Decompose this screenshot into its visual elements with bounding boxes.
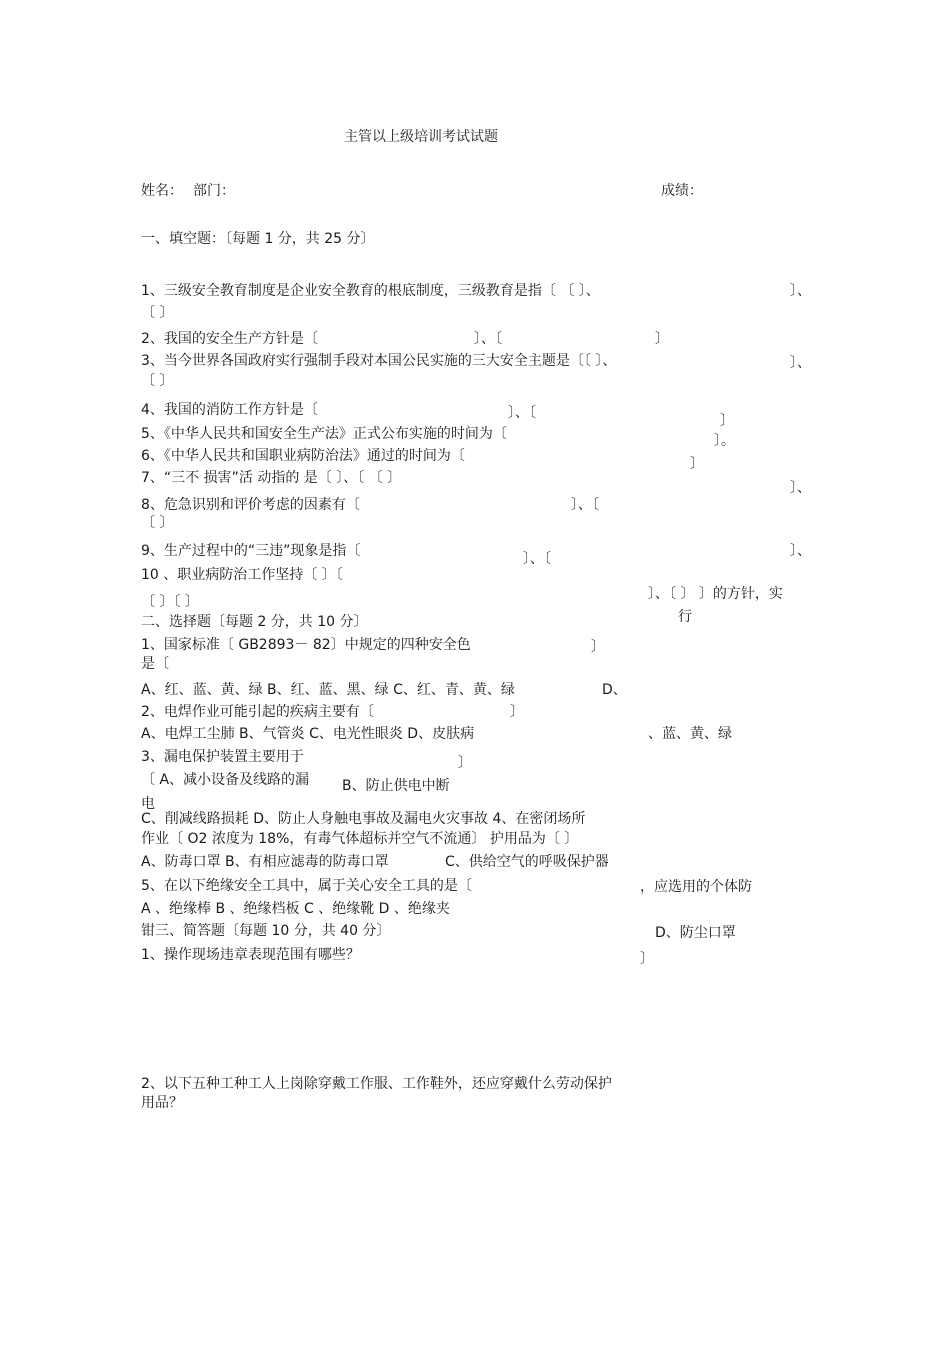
fill-q1: 1、三级安全教育制度是企业安全教育的根底制度，三级教育是指〔 〔 〕、 <box>141 283 600 299</box>
choice-q3-option-b: B、防止供电中断 <box>342 778 450 794</box>
fill-q3-tail: 〕、 <box>790 355 811 371</box>
choice-q4-option-d: D、防尘口罩 <box>655 925 736 941</box>
short-q2: 2、以下五种工种工人上岗除穿戴工作服、工作鞋外，还应穿戴什么劳动保护 <box>141 1076 612 1092</box>
choice-q3-option-a: 〔 A、减小设备及线路的漏 <box>141 772 310 788</box>
choice-q4-options: A、防毒口罩 B、有相应滤毒的防毒口罩 <box>141 854 389 870</box>
choice-q3-bracket: 〕 <box>458 755 472 771</box>
choice-q5: 5、在以下绝缘安全工具中，属于关心安全工具的是〔 <box>141 878 472 894</box>
fill-q2-mid: 〕、〔 <box>474 331 502 347</box>
choice-q1-option-d: D、 <box>602 682 627 698</box>
fill-q4-tail: 〕 <box>720 413 734 429</box>
fill-q8: 8、危急识别和评价考虑的因素有〔 <box>141 497 360 513</box>
fill-q5-tail: 〕。 <box>714 433 735 449</box>
fill-q3: 3、当今世界各国政府实行强制手段对本国公民实施的三大安全主题是〔〔 〕、 <box>141 353 617 369</box>
fill-q9-tail: 〕、 <box>790 543 811 559</box>
section3-heading: 钳三、简答题〔每题 10 分，共 40 分〕 <box>141 923 391 939</box>
choice-q1-option-d-cont: 、蓝、黄、绿 <box>648 726 732 742</box>
choice-q5-bracket: 〕 <box>640 951 654 967</box>
section2-heading: 二、选择题〔每题 2 分，共 10 分〕 <box>141 614 368 630</box>
fill-q10-tail2: 行 <box>678 609 692 625</box>
fill-q9: 9、生产过程中的“三违”现象是指〔 <box>141 543 361 559</box>
fill-q1-tail: 〕、 <box>790 283 811 299</box>
choice-q3: 3、漏电保护装置主要用于 <box>141 749 304 765</box>
fill-q5: 5、《中华人民共和国安全生产法》正式公布实施的时间为〔 <box>141 426 507 442</box>
choice-q5-options: A 、绝缘棒 B 、绝缘档板 C 、绝缘靴 D 、绝缘夹 <box>141 901 450 917</box>
fill-q6-tail: 〕 <box>690 456 704 472</box>
choice-q4: 作业〔 O2 浓度为 18%，有毒气体超标并空气不流通〕 护用品为〔 〕 <box>141 831 579 847</box>
fill-q4: 4、我国的消防工作方针是〔 <box>141 402 318 418</box>
fill-q9-mid: 〕、〔 <box>523 551 551 567</box>
page-title: 主管以上级培训考试试题 <box>344 129 498 145</box>
short-q2-cont: 用品？ <box>141 1095 183 1111</box>
fill-q8-mid: 〕、〔 <box>571 497 599 513</box>
name-label: 姓名： <box>141 183 183 199</box>
fill-q7: 7、“三不 损害”活 动指的 是〔 〕、〔 〔 〕 <box>141 470 402 486</box>
fill-q2: 2、我国的安全生产方针是〔 <box>141 331 318 347</box>
section1-heading: 一、填空题：〔每题 1 分，共 25 分〕 <box>141 231 375 247</box>
fill-q10-cont: 〔 〕〔 〕 <box>141 594 199 610</box>
choice-q2-options: A、电焊工尘肺 B、气管炎 C、电光性眼炎 D、皮肤病 <box>141 726 475 742</box>
choice-q1-bracket: 〕 <box>591 639 605 655</box>
dept-label: 部门： <box>193 183 235 199</box>
choice-q4-option-c: C、供给空气的呼吸保护器 <box>445 854 609 870</box>
fill-q4-mid: 〕、〔 <box>508 405 536 421</box>
choice-q1-cont: 是〔 <box>141 656 169 672</box>
score-label: 成绩： <box>661 183 703 199</box>
choice-q1-options: A、红、蓝、黄、绿 B、红、蓝、黑、绿 C、红、青、黄、绿 <box>141 682 515 698</box>
fill-q1-cont: 〔 〕 <box>141 305 174 321</box>
choice-q4-cont: ，应选用的个体防 <box>640 879 752 895</box>
fill-q2-tail: 〕 <box>655 331 669 347</box>
fill-q10: 10 、职业病防治工作坚持〔 〕〔 <box>141 567 343 583</box>
choice-q3-options-cd: C、削减线路损耗 D、防止人身触电事故及漏电火灾事故 4、在密闭场所 <box>141 811 586 827</box>
fill-q7-tail: 〕、 <box>790 480 811 496</box>
choice-q1: 1、国家标准〔 GB2893－ 82〕中规定的四种安全色 <box>141 637 471 653</box>
fill-q6: 6、《中华人民共和国职业病防治法》通过的时间为〔 <box>141 448 465 464</box>
fill-q3-cont: 〔 〕 <box>141 373 174 389</box>
choice-q2-bracket: 〕 <box>510 704 524 720</box>
choice-q2: 2、电焊作业可能引起的疾病主要有〔 <box>141 704 374 720</box>
choice-q3-option-a-cont: 电 <box>141 796 155 812</box>
fill-q8-cont: 〔 〕 <box>141 515 174 531</box>
fill-q10-tail: 〕、〔 〕 〕的方针，实 <box>648 586 783 602</box>
short-q1: 1、操作现场违章表现范围有哪些？ <box>141 947 360 963</box>
